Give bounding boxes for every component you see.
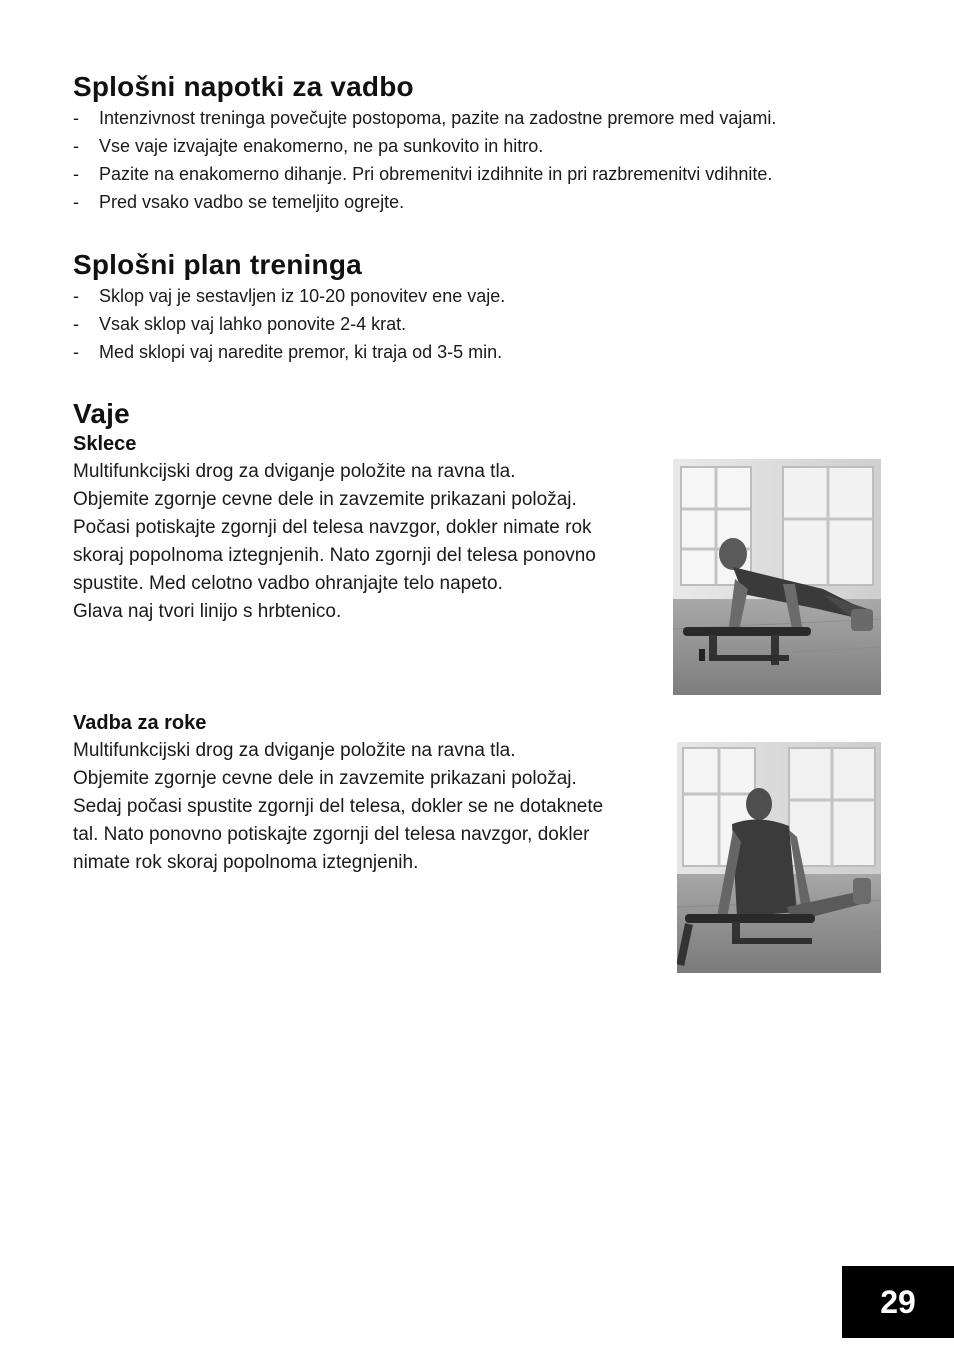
paragraph-line: Objemite zgornje cevne dele in zavzemite prikazani položaj. [73, 489, 577, 510]
paragraph-line: Sedaj počasi spustite zgornji del telesa, dokler se ne dotaknete [73, 796, 604, 817]
bullet-dash: - [73, 192, 79, 212]
training-plan-list [73, 282, 505, 366]
list-item [73, 310, 505, 338]
bullet-dash: - [73, 342, 79, 362]
list-item-text: Vse vaje izvajajte enakomerno, ne pa sunkovito in hitro. [99, 136, 544, 156]
list-item [73, 338, 505, 366]
exercise-title-pushups: Sklece [73, 433, 137, 455]
list-item-text: Intenzivnost treninga povečujte postopoma, pazite na zadostne premore med vajami. [99, 108, 777, 128]
arm-exercise-photo [677, 742, 881, 973]
general-tips-list [73, 104, 776, 216]
paragraph-line: nimate rok skoraj popolnoma iztegnjenih. [73, 852, 419, 873]
list-item-text: Sklop vaj je sestavljen iz 10-20 ponovitev ene vaje. [99, 286, 506, 306]
section-title-training-plan: Splošni plan treninga [73, 249, 362, 280]
paragraph-line: Multifunkcijski drog za dviganje položite na ravna tla. [73, 461, 516, 482]
bullet-dash: - [73, 164, 79, 184]
paragraph-line: Glava naj tvori linijo s hrbtenico. [73, 601, 342, 622]
bullet-dash: - [73, 314, 79, 334]
page-number: 29 [842, 1266, 954, 1338]
list-item-text: Med sklopi vaj naredite premor, ki traja od 3-5 min. [99, 342, 503, 362]
paragraph-line: tal. Nato ponovno potiskajte zgornji del telesa navzgor, dokler [73, 824, 590, 845]
list-item [73, 104, 776, 132]
exercise-description-arms [73, 737, 603, 877]
list-item-text: Pazite na enakomerno dihanje. Pri obremenitvi izdihnite in pri razbremenitvi vdihnite. [99, 164, 773, 184]
list-item [73, 282, 505, 310]
list-item-text: Vsak sklop vaj lahko ponovite 2-4 krat. [99, 314, 407, 334]
paragraph-line: Multifunkcijski drog za dviganje položite na ravna tla. [73, 740, 516, 761]
section-title-general-tips: Splošni napotki za vadbo [73, 71, 414, 102]
list-item [73, 188, 776, 216]
list-item [73, 160, 776, 188]
section-title-exercises: Vaje [73, 398, 130, 429]
paragraph-line: Objemite zgornje cevne dele in zavzemite prikazani položaj. [73, 768, 577, 789]
paragraph-line: Počasi potiskajte zgornji del telesa navzgor, dokler nimate rok [73, 517, 592, 538]
bullet-dash: - [73, 286, 79, 306]
bullet-dash: - [73, 136, 79, 156]
paragraph-line: spustite. Med celotno vadbo ohranjajte telo napeto. [73, 573, 503, 594]
list-item [73, 132, 776, 160]
exercise-title-arms: Vadba za roke [73, 712, 207, 734]
paragraph-line: skoraj popolnoma iztegnjenih. Nato zgornji del telesa ponovno [73, 545, 596, 566]
pushup-photo [673, 459, 881, 695]
bullet-dash: - [73, 108, 79, 128]
list-item-text: Pred vsako vadbo se temeljito ogrejte. [99, 192, 405, 212]
exercise-description-pushups [73, 458, 596, 626]
